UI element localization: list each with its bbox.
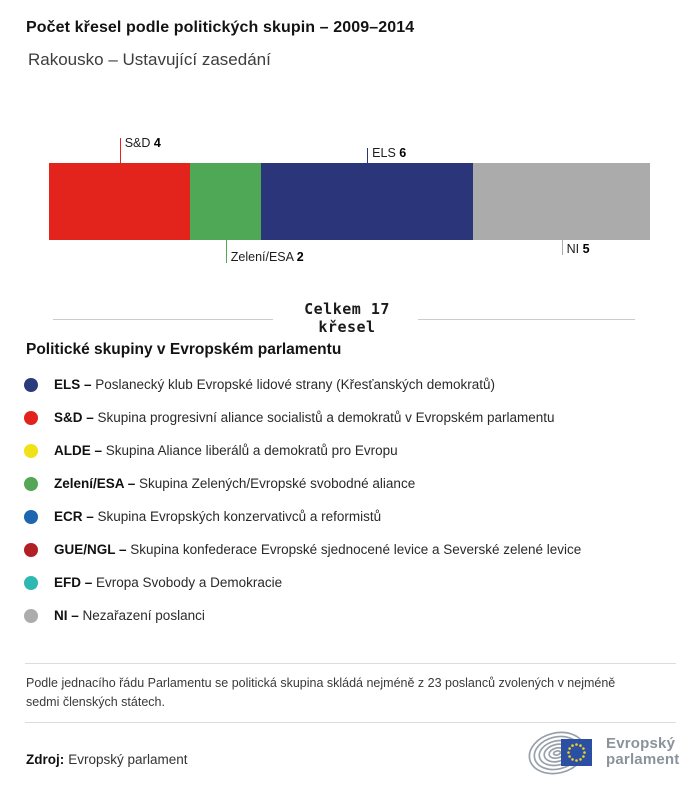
ep-logo-text-line2: parlament — [606, 751, 680, 768]
eu-flag-icon — [561, 739, 592, 766]
legend-item — [24, 467, 684, 500]
legend-color-dot — [24, 444, 38, 458]
legend-item — [24, 500, 684, 533]
legend-color-dot — [24, 609, 38, 623]
legend-color-dot — [24, 411, 38, 425]
callout-line — [367, 148, 368, 163]
source-line — [26, 752, 188, 767]
legend-item-label: S&D – Skupina progresivní aliance socialistů a demokratů v Evropském parlamentu — [54, 410, 555, 425]
legend-heading: Politické skupiny v Evropském parlamentu — [26, 341, 342, 358]
total-seats-line1: Celkem 17 — [304, 300, 390, 318]
legend-item-label: NI – Nezařazení poslanci — [54, 608, 205, 623]
footnote: Podle jednacího řádu Parlamentu se politická skupina skládá nejméně z 23 poslanců zvolených v nejméně sedmi členských státech. — [26, 676, 616, 709]
segment-seat-count: 4 — [153, 136, 161, 150]
total-seats-line2: křesel — [318, 318, 376, 336]
total-divider-right — [418, 319, 635, 320]
footnote-divider-bottom — [25, 722, 676, 723]
legend-item — [24, 434, 684, 467]
segment-label — [125, 136, 161, 150]
legend-item-label: Zelení/ESA – Skupina Zelených/Evropské svobodné aliance — [54, 476, 416, 491]
ep-hemicycle-flag-icon — [527, 726, 597, 778]
segment-group-name: S&D — [124, 136, 154, 150]
legend-item-label: EFD – Evropa Svobody a Demokracie — [54, 575, 283, 590]
legend-color-dot — [24, 510, 38, 524]
legend-item-label: GUE/NGL – Skupina konfederace Evropské sjednocené levice a Severské zelené levice — [54, 542, 582, 557]
segment-label — [567, 242, 590, 256]
legend-item — [24, 533, 684, 566]
total-divider-left — [53, 319, 273, 320]
legend-item — [24, 566, 684, 599]
legend-item — [24, 368, 684, 401]
segment-seat-count: 2 — [296, 250, 304, 264]
legend-item-label: ELS – Poslanecký klub Evropské lidové strany (Křesťanských demokratů) — [54, 377, 495, 392]
legend-color-dot — [24, 378, 38, 392]
segment-seat-count: 6 — [399, 146, 407, 160]
legend-color-dot — [24, 477, 38, 491]
bar-segment — [49, 163, 190, 240]
stacked-bar — [49, 163, 650, 240]
legend-item — [24, 599, 684, 632]
segment-group-name: ELS — [372, 146, 400, 160]
total-seats-label — [247, 300, 447, 336]
source-value: Evropský parlament — [68, 752, 188, 767]
segment-group-name: Zelení/ESA — [230, 250, 297, 264]
ep-logo — [527, 726, 680, 778]
segment-label — [231, 250, 304, 264]
segment-label — [372, 146, 406, 160]
legend-item-label: ECR – Skupina Evropských konzervativců a reformistů — [54, 509, 382, 524]
callout-line — [120, 138, 121, 163]
legend-color-dot — [24, 543, 38, 557]
bar-segment — [190, 163, 261, 240]
callout-line — [562, 240, 563, 255]
source-label: Zdroj: — [26, 752, 65, 767]
legend-item-label: ALDE – Skupina Aliance liberálů a demokratů pro Evropu — [54, 443, 398, 458]
ep-logo-text — [606, 736, 680, 768]
bar-segment — [261, 163, 473, 240]
legend-list — [24, 368, 684, 632]
ep-logo-text-line1: Evropský — [606, 735, 676, 752]
page-subtitle: Rakousko – Ustavující zasedání — [28, 50, 271, 69]
callout-line — [226, 240, 227, 263]
segment-group-name: NI — [566, 242, 583, 256]
footnote-divider-top — [25, 663, 676, 664]
legend-color-dot — [24, 576, 38, 590]
page-title: Počet křesel podle politických skupin – 2009–2014 — [26, 19, 415, 36]
legend-item — [24, 401, 684, 434]
bar-segment — [473, 163, 650, 240]
segment-seat-count: 5 — [582, 242, 590, 256]
